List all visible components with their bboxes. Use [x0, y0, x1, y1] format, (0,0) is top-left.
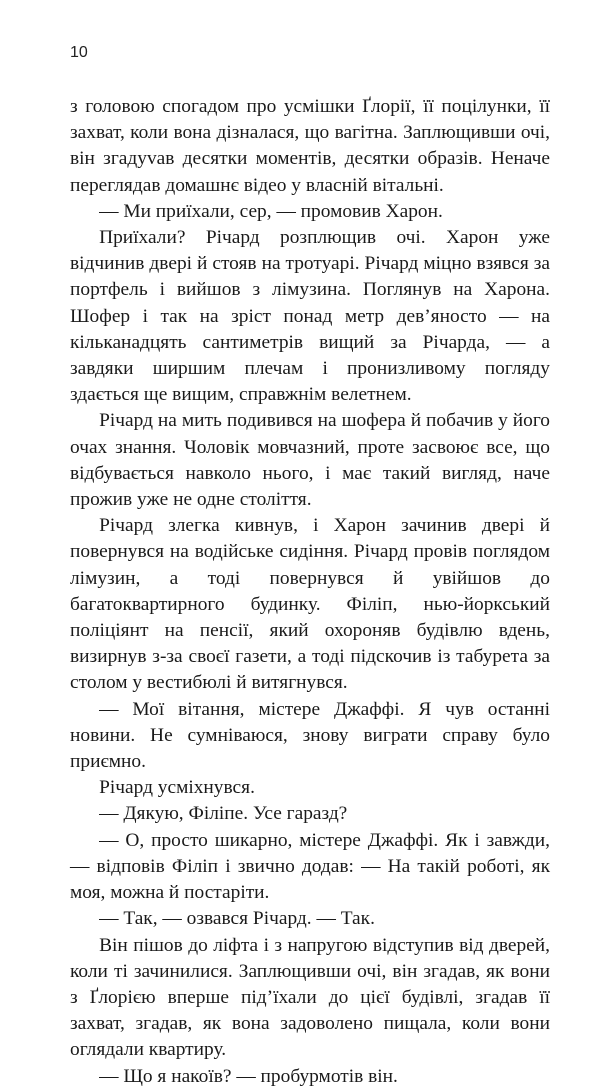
paragraph: Річард на мить подивився на шофера й побачив у його очах знання. Чоловік мовчазний, проте засвоює все, що відбувається навколо нього, і має такий вигляд, наче прожив уже не одне століття.: [70, 410, 550, 511]
paragraph: Приїхали? Річард розплющив очі. Харон уже відчинив двері й стояв на тротуарі. Річард міцно взявся за портфель і вийшов з лімузина. Поглянув на Харона. Шофер і так на зріст понад метр дев’яносто — на кільканадцять сантиметрів вищий за Річарда, — а завдяки ширшим плечам і пронизливому погляду здається ще вищим, справжнім велетнем.: [70, 227, 550, 406]
paragraph: Він пішов до ліфта і з напругою відступив від дверей, коли ті зачинилися. Заплющивши очі, він згадав, як вони з Ґлорією вперше під’їхали до цієї будівлі, згадав її захват, згадав, як вона задоволено пищала, коли вони оглядали квартиру.: [70, 934, 550, 1061]
body-text: [70, 94, 550, 1090]
paragraph: — Дякую, Філіпе. Усе гаразд?: [99, 803, 348, 825]
paragraph: Річард злегка кивнув, і Харон зачинив двері й повернувся на водійське сидіння. Річард провів поглядом лімузин, а тоді повернувся й увійшов до багатоквартирного будинку. Філіп, нью-йоркський поліціянт на пенсії, який охороняв будівлю вдень, визирнув з-за своєї газети, а тоді підскочив із табурета за столом у вестибюлі й витягнувся.: [70, 515, 550, 694]
paragraph: — Мої вітання, містере Джаффі. Я чув останні новини. Не сумніваюся, знову виграти справу було приємно.: [70, 698, 550, 773]
paragraph: з головою спогадом про усмішки Ґлорії, її поцілунки, її захват, коли вона дізналася, що вагітна. Заплющивши очі, він згадуvав десятки моментів, десятки образів. Неначе переглядав домашнє відео у власній вітальні.: [70, 96, 550, 196]
paragraph: — О, просто шикарно, містере Джаффі. Як і завжди, — відповів Філіп і звично додав: — На такій роботі, як моя, можна й постаріти.: [70, 829, 550, 904]
paragraph: Річард усміхнувся.: [99, 777, 255, 799]
paragraph: — Що я накоїв? — пробурмотів він.: [99, 1065, 398, 1087]
page-number: 10: [70, 44, 88, 61]
paragraph: — Так, — озвався Річард. — Так.: [99, 908, 375, 930]
paragraph: — Ми приїхали, сер, — промовив Харон.: [99, 200, 443, 222]
